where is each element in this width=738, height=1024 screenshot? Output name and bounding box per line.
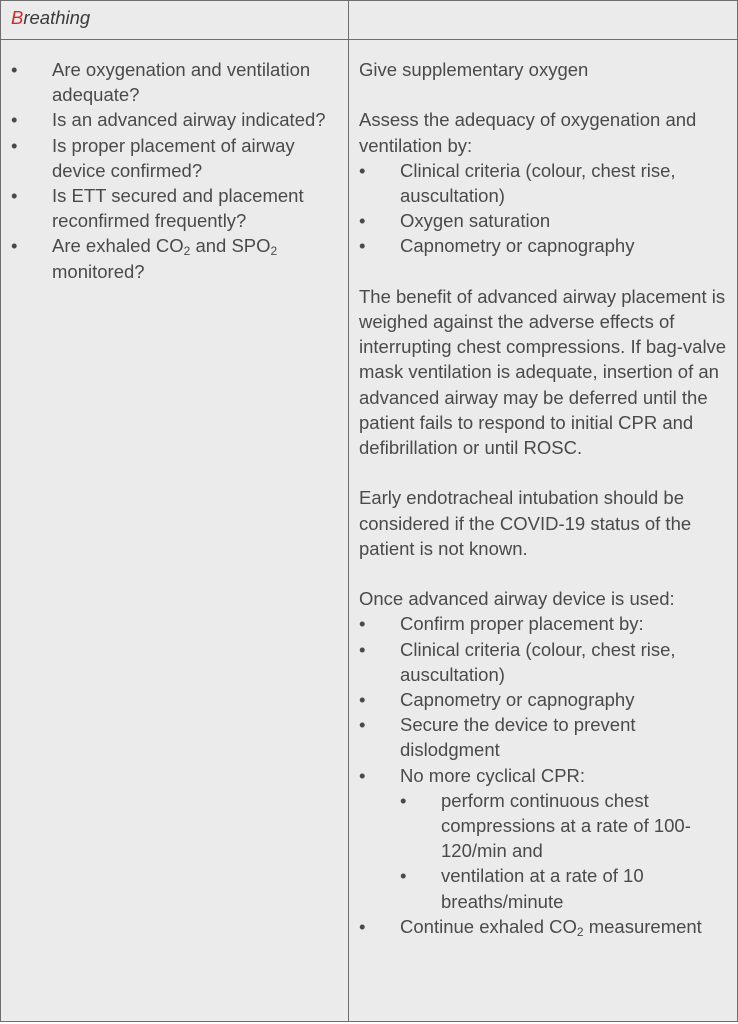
paragraph: Assess the adequacy of oxygenation and ventilation by: — [359, 109, 697, 156]
bullet-icon: • — [359, 638, 366, 660]
paragraph: Once advanced airway device is used: — [359, 588, 675, 610]
list-item: • Capnometry or capnography — [359, 687, 727, 712]
cpr-sub-list — [400, 788, 727, 914]
bullet-icon: • — [11, 235, 18, 257]
right-header-cell — [349, 1, 737, 40]
bullet-icon: • — [359, 764, 366, 786]
bullet-icon: • — [400, 789, 407, 811]
sub-list-item: • perform continuous chest compressions at a rate of 100-120/min and — [400, 789, 691, 862]
paragraph: Early endotracheal intubation should be considered if the COVID-19 status of the patient is not known. — [359, 487, 692, 559]
list-item: • Clinical criteria (colour, chest rise, auscultation) — [359, 159, 676, 206]
bullet-icon: • — [359, 613, 366, 635]
paragraph: The benefit of advanced airway placement is weighed against the adverse effects of interrupting chest compressions. If bag-valve mask ventilation is adequate, insertion of an advanced airway may be deferred until the patient fails to respond to initial CPR and defibrillation or until ROSC. — [359, 285, 727, 459]
list-item: • Secure the device to prevent dislodgment — [359, 714, 636, 761]
bullet-icon: • — [359, 714, 366, 736]
bullet-icon: • — [11, 59, 18, 80]
list-item: • Continue exhaled $CO_2$ measurement — [359, 915, 702, 939]
question-item: • Is proper placement of airway device confirmed? — [11, 134, 295, 181]
title-rest: reathing — [23, 7, 91, 28]
question-item: • Is an advanced airway indicated? — [1, 107, 348, 132]
sub-list-item: • ventilation at a rate of 10 breaths/minute — [400, 865, 644, 912]
bullet-icon: • — [359, 159, 366, 181]
list-item: • Clinical criteria (colour, chest rise, auscultation) — [359, 638, 676, 685]
list-item: • No more cyclical CPR: • perform continuous chest compressions at a rate of 100-120/min and • ventilation at a rate of 10 breaths/minute — [359, 763, 727, 914]
right-column — [349, 1, 737, 1021]
left-column — [1, 1, 349, 1021]
bullet-icon: • — [11, 134, 18, 156]
bullet-icon: • — [400, 865, 407, 887]
question-item: • Is ETT secured and placement reconfirmed frequently? — [11, 185, 304, 232]
paragraph: Give supplementary oxygen — [359, 59, 589, 80]
assess-list — [359, 158, 727, 259]
bullet-icon: • — [359, 210, 366, 232]
question-item: • Are exhaled $CO_2$ and $SPO_2$ monitored? — [11, 235, 278, 282]
bullet-icon: • — [359, 915, 366, 937]
list-item: • Capnometry or capnography — [359, 233, 727, 258]
bullet-icon: • — [359, 235, 366, 257]
question-item: • Are oxygenation and ventilation adequate? — [11, 59, 311, 106]
advanced-airway-list — [359, 611, 727, 939]
question-list — [1, 57, 348, 284]
list-item: • Confirm proper placement by: — [359, 611, 727, 636]
bullet-icon: • — [11, 185, 18, 207]
title-initial: B — [11, 7, 24, 28]
right-cell — [349, 40, 737, 939]
bullet-icon: • — [359, 689, 366, 711]
bullet-icon: • — [11, 109, 18, 131]
list-item: • Oxygen saturation — [359, 208, 727, 233]
left-cell — [1, 40, 348, 284]
section-title — [1, 1, 348, 40]
